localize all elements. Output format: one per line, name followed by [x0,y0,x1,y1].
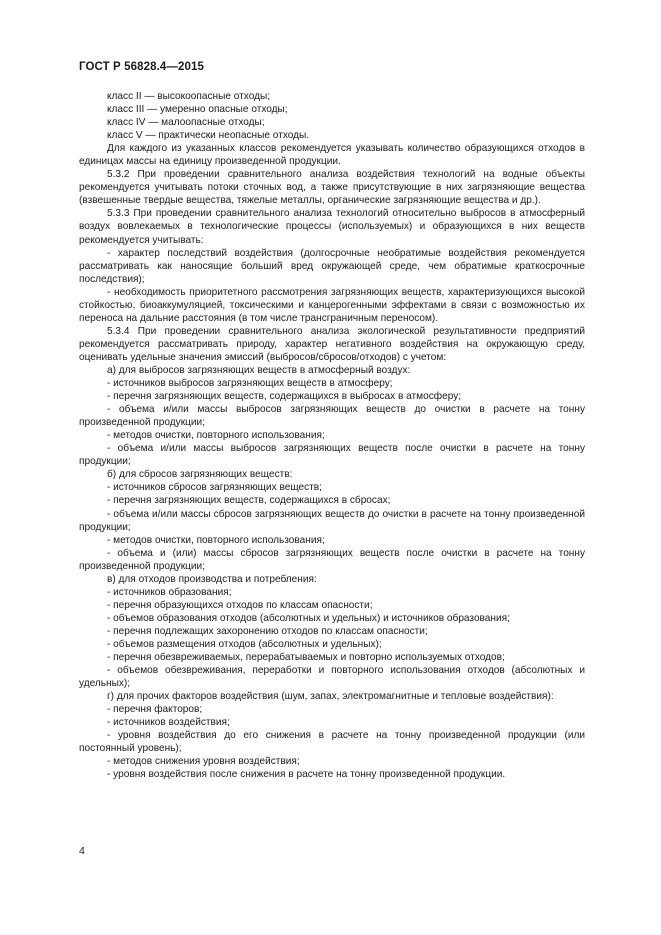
paragraph: - источников образования; [107,586,232,598]
paragraph: - объема и/или массы выбросов загрязняющих веществ после очистки в расчете на тонну продукции; [79,443,585,468]
paragraph: - объемов обезвреживания, переработки и повторного использования отходов (абсолютных и удельных); [79,665,585,690]
paragraph: - уровня воздействия после снижения в расчете на тонну произведенной продукции. [107,769,506,781]
paragraph: класс IV — малоопасные отходы; [107,117,265,129]
paragraph: - перечня загрязняющих веществ, содержащихся в выбросах в атмосферу; [107,391,462,403]
paragraph: Для каждого из указанных классов рекомендуется указывать количество образующихся отходов в единицах массы на единицу произведенной продукции. [79,143,585,168]
paragraph: 5.3.2 При проведении сравнительного анализа воздействия технологий на водные объекты рекомендуется учитывать потоки сточных вод, а также присутствующие в них загрязняющие вещества (взвешенные твердые вещества, тяжелые металлы, органические загрязняющие вещества и др.). [79,169,585,207]
paragraph: - перечня загрязняющих веществ, содержащихся в сбросах; [107,495,391,507]
paragraph: - методов очистки, повторного использования; [107,534,325,546]
document-body [79,90,585,781]
paragraph: - методов снижения уровня воздействия; [107,756,300,768]
paragraph: - объема и/или массы сбросов загрязняющих веществ до очистки в расчете на тонну произведенной продукции; [79,508,585,533]
paragraph: а) для выбросов загрязняющих веществ в атмосферный воздух: [107,364,411,376]
paragraph: - источников воздействия; [107,717,230,729]
paragraph: - источников выбросов загрязняющих веществ в атмосферу; [107,378,393,390]
paragraph: - перечня образующихся отходов по классам опасности; [107,599,373,611]
paragraph: в) для отходов производства и потребления: [107,573,317,585]
paragraph: - объемов размещения отходов (абсолютных и удельных); [107,638,382,650]
paragraph: - объемов образования отходов (абсолютных и удельных) и источников образования; [107,612,510,624]
paragraph: г) для прочих факторов воздействия (шум, запах, электромагнитные и тепловые воздействия): [107,691,554,703]
paragraph: - объема и (или) массы сбросов загрязняющих веществ после очистки в расчете на тонну произведенной продукции; [79,547,585,572]
paragraph: - перечня факторов; [107,704,203,716]
paragraph: - методов очистки, повторного использования; [107,430,325,442]
paragraph: - источников сбросов загрязняющих веществ; [107,482,322,494]
document-header: ГОСТ Р 56828.4—2015 [79,61,204,73]
paragraph: - объема и/или массы выбросов загрязняющих веществ до очистки в расчете на тонну произведенной продукции; [79,404,585,429]
paragraph: класс III — умеренно опасные отходы; [107,104,288,116]
paragraph: - необходимость приоритетного рассмотрения загрязняющих веществ, характеризующихся высокой стойкостью, биоаккумуляцией, токсическими и канцерогенными эффектами в связи с возможностью их переноса на дальние расстояния (в том числе трансграничным переносом). [79,286,585,324]
paragraph: - характер последствий воздействия (долгосрочные необратимые воздействия рекомендуется рассматривать как наносящие больший вред окружающей среде, чем обратимые краткосрочные последствия); [79,247,585,285]
paragraph: 5.3.3 При проведении сравнительного анализа технологий относительно выбросов в атмосферный воздух вовлекаемых в технологические процессы (используемых) и образующихся в них веществ рекомендуется учитывать: [79,208,585,246]
paragraph: класс V — практически неопасные отходы. [107,130,310,142]
paragraph: класс II — высокоопасные отходы; [107,91,271,102]
paragraph: - перечня подлежащих захоронению отходов по классам опасности; [107,625,428,637]
paragraph: 5.3.4 При проведении сравнительного анализа экологической результативности предприятий рекомендуется рассматривать природу, характер негативного воздействия на окружающую среду, оценивать удельные значения эмиссий (выбросов/сбросов/отходов) с учетом: [79,325,585,363]
paragraph: б) для сбросов загрязняющих веществ: [107,469,293,481]
paragraph: - уровня воздействия до его снижения в расчете на тонну произведенной продукции (или постоянный уровень); [79,730,585,755]
page-number: 4 [79,845,85,857]
paragraph: - перечня обезвреживаемых, перерабатываемых и повторно используемых отходов; [107,652,505,664]
